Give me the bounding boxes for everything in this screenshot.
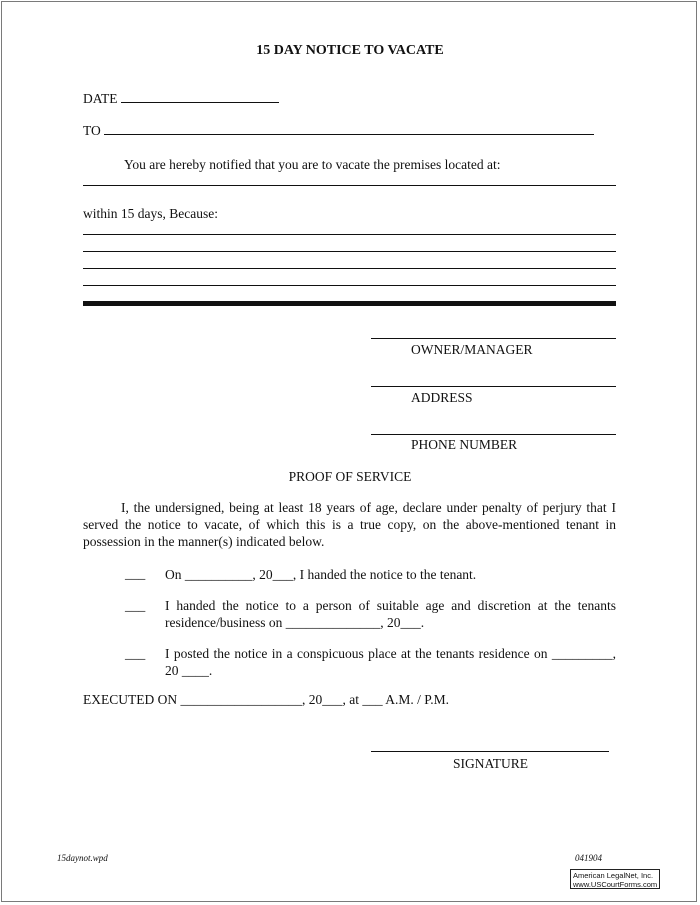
proof-heading: PROOF OF SERVICE [288, 469, 412, 484]
to-label: TO [83, 123, 101, 138]
phone-line[interactable] [371, 434, 616, 435]
date-row [83, 91, 279, 107]
item2-text: I handed the notice to a person of suitable age and discretion at the tenants residence/business on [165, 598, 616, 630]
executed-year[interactable]: 20___, [308, 692, 346, 707]
publisher-line-1: American LegalNet, Inc. [573, 871, 654, 880]
item3-check[interactable]: ___ [125, 646, 146, 661]
publisher-badge [570, 869, 660, 889]
item1-date-blank[interactable]: __________ [184, 567, 253, 582]
executed-time-blank[interactable]: ___ [362, 692, 383, 707]
executed-label: EXECUTED ON [83, 692, 178, 707]
item1-check[interactable]: ___ [125, 566, 146, 581]
reason-line-2[interactable] [83, 251, 616, 252]
item3-date-blank[interactable]: _________, [551, 646, 617, 661]
item3-text: I posted the notice in a conspicuous place at the tenants residence on [165, 646, 548, 661]
executed-date-blank[interactable]: __________________, [180, 692, 306, 707]
owner-line[interactable] [371, 338, 616, 339]
item1-rest: I handed the notice to the tenant. [299, 567, 477, 582]
item2-year[interactable]: 20___. [386, 615, 425, 630]
item1-year[interactable]: 20___ [259, 567, 293, 582]
item3-year[interactable]: 20 ____. [165, 663, 213, 678]
notified-text: You are hereby notified that you are to vacate the premises located at: [124, 157, 501, 172]
proof-paragraph [83, 499, 616, 550]
item1-on: On [165, 567, 182, 582]
date-field[interactable] [121, 101, 279, 103]
executed-ampm: A.M. / P.M. [385, 692, 450, 707]
to-field[interactable] [104, 133, 594, 135]
reason-line-1[interactable] [83, 234, 616, 235]
executed-row [83, 692, 449, 708]
owner-manager-label: OWNER/MANAGER [411, 342, 533, 357]
premises-line[interactable] [83, 185, 616, 186]
service-item-2: I handed the notice to a person of suitable age and discretion at the tenants residence/business on ______________, 20___. [165, 598, 616, 630]
signature-label: SIGNATURE [453, 756, 529, 771]
reason-line-4[interactable] [83, 285, 616, 286]
signature-line[interactable] [371, 751, 609, 752]
publisher-line-2: www.USCourtForms.com [573, 880, 658, 889]
executed-at: at [349, 692, 359, 707]
footer-filename: 15daynot.wpd [57, 853, 108, 863]
page-title: 15 DAY NOTICE TO VACATE [256, 43, 444, 58]
footer-code: 041904 [575, 853, 602, 863]
item2-check[interactable]: ___ [125, 598, 146, 613]
reason-line-3[interactable] [83, 268, 616, 269]
date-label: DATE [83, 91, 118, 106]
phone-label: PHONE NUMBER [411, 437, 518, 452]
within-text: within 15 days, Because: [83, 206, 218, 221]
address-line[interactable] [371, 386, 616, 387]
service-item-1: On __________, 20___, I handed the notice to the tenant. [165, 567, 477, 582]
proof-paragraph-text: I, the undersigned, being at least 18 years of age, declare under penalty of perjury that I served the notice to vacate, of which this is a true copy, on the above-mentioned tenant in possession in the manner(s) indicated below. [83, 500, 616, 549]
item2-date-blank[interactable]: ______________ [285, 615, 381, 630]
section-divider [83, 301, 616, 306]
to-row [83, 123, 594, 139]
service-item-3 [165, 645, 616, 679]
address-label: ADDRESS [411, 390, 473, 405]
